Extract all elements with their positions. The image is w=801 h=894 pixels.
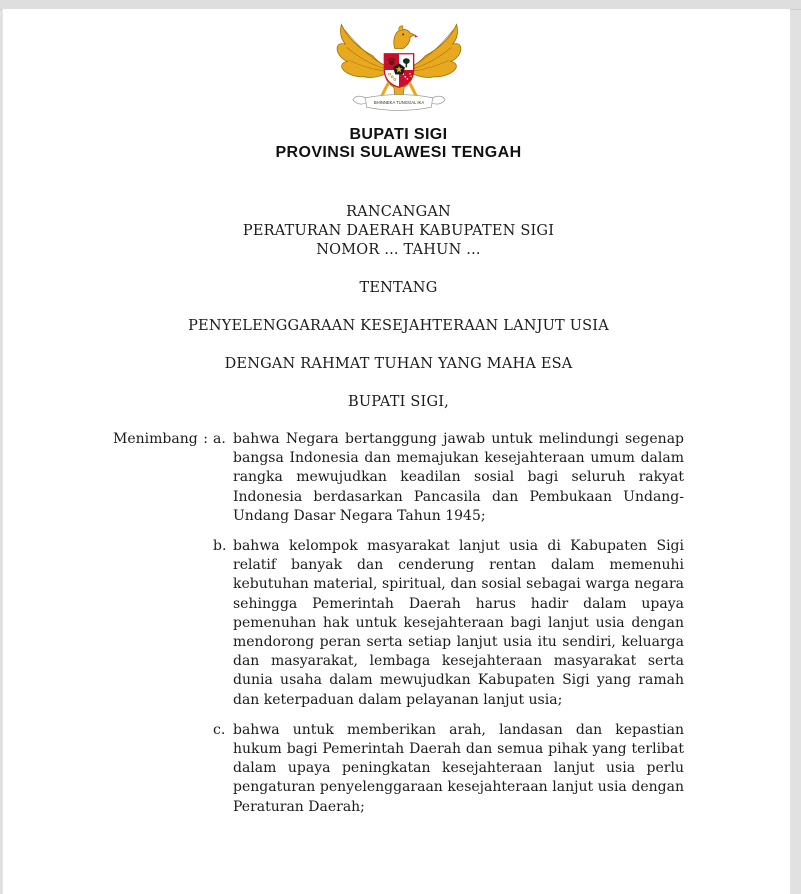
letterhead-subtitle: PROVINSI SULAWESI TENGAH xyxy=(275,144,522,161)
garuda-pancasila-emblem xyxy=(336,15,462,125)
official-title: BUPATI SIGI, xyxy=(348,394,449,410)
menimbang-colon: : xyxy=(203,431,208,447)
title-block xyxy=(113,203,684,412)
document-page xyxy=(2,9,790,894)
page-content xyxy=(3,15,790,817)
regulation-number: NOMOR ... TAHUN ... xyxy=(316,242,481,258)
banner-motto-text: BHINNEKA TUNGGAL IKA xyxy=(373,100,424,106)
consideration-marker-c: c. xyxy=(213,721,226,738)
consideration-text-b: bahwa kelompok masyarakat lanjut usia di Kabupaten Sigi relatif banyak dan cenderung rentan dalam memenuhi kebutuhan material, spiritual, dan sosial sebagai warga negara sehingga Pemerintah Daerah harus hadir dalam upaya pemenuhan hak untuk kesejahteraan bagi lanjut usia dengan mendorong peran serta setiap lanjut usia itu sendiri, keluarga dan masyarakat, lembaga kesejahteraan masyarakat serta dunia usaha dalam mewujudkan Kabupaten Sigi yang ramah dan keterpaduan dalam pelayanan lanjut usia; xyxy=(233,538,684,708)
considerations-section xyxy=(113,430,684,817)
invocation-line: DENGAN RAHMAT TUHAN YANG MAHA ESA xyxy=(224,356,573,372)
consideration-marker-b: b. xyxy=(213,538,227,555)
tentang-label: TENTANG xyxy=(359,280,438,296)
regulation-title: PERATURAN DAERAH KABUPATEN SIGI xyxy=(242,223,555,239)
menimbang-label xyxy=(113,430,213,526)
letterhead xyxy=(113,15,684,162)
consideration-text-a: bahwa Negara bertanggung jawab untuk melindungi segenap bangsa Indonesia dan memajukan kesejahteraan umum dalam rangka mewujudkan keadilan sosial bagi seluruh rakyat Indonesia berdasarkan Pancasila dan Pembukaan Undang-Undang Dasar Negara Tahun 1945; xyxy=(233,431,684,524)
regulation-subject: PENYELENGGARAAN KESEJAHTERAAN LANJUT USIA xyxy=(188,318,609,334)
consideration-text-c: bahwa untuk memberikan arah, landasan dan kepastian hukum bagi Pemerintah Daerah dan semua pihak yang terlibat dalam upaya peningkatan kesejahteraan lanjut usia perlu pengaturan penyelenggaraan kesejahteraan lanjut usia dengan Peraturan Daerah; xyxy=(233,721,684,815)
draft-label: RANCANGAN xyxy=(346,204,451,220)
consideration-marker-a: a. xyxy=(213,431,226,447)
letterhead-title: BUPATI SIGI xyxy=(349,126,448,143)
menimbang-label-text: Menimbang xyxy=(113,431,198,447)
